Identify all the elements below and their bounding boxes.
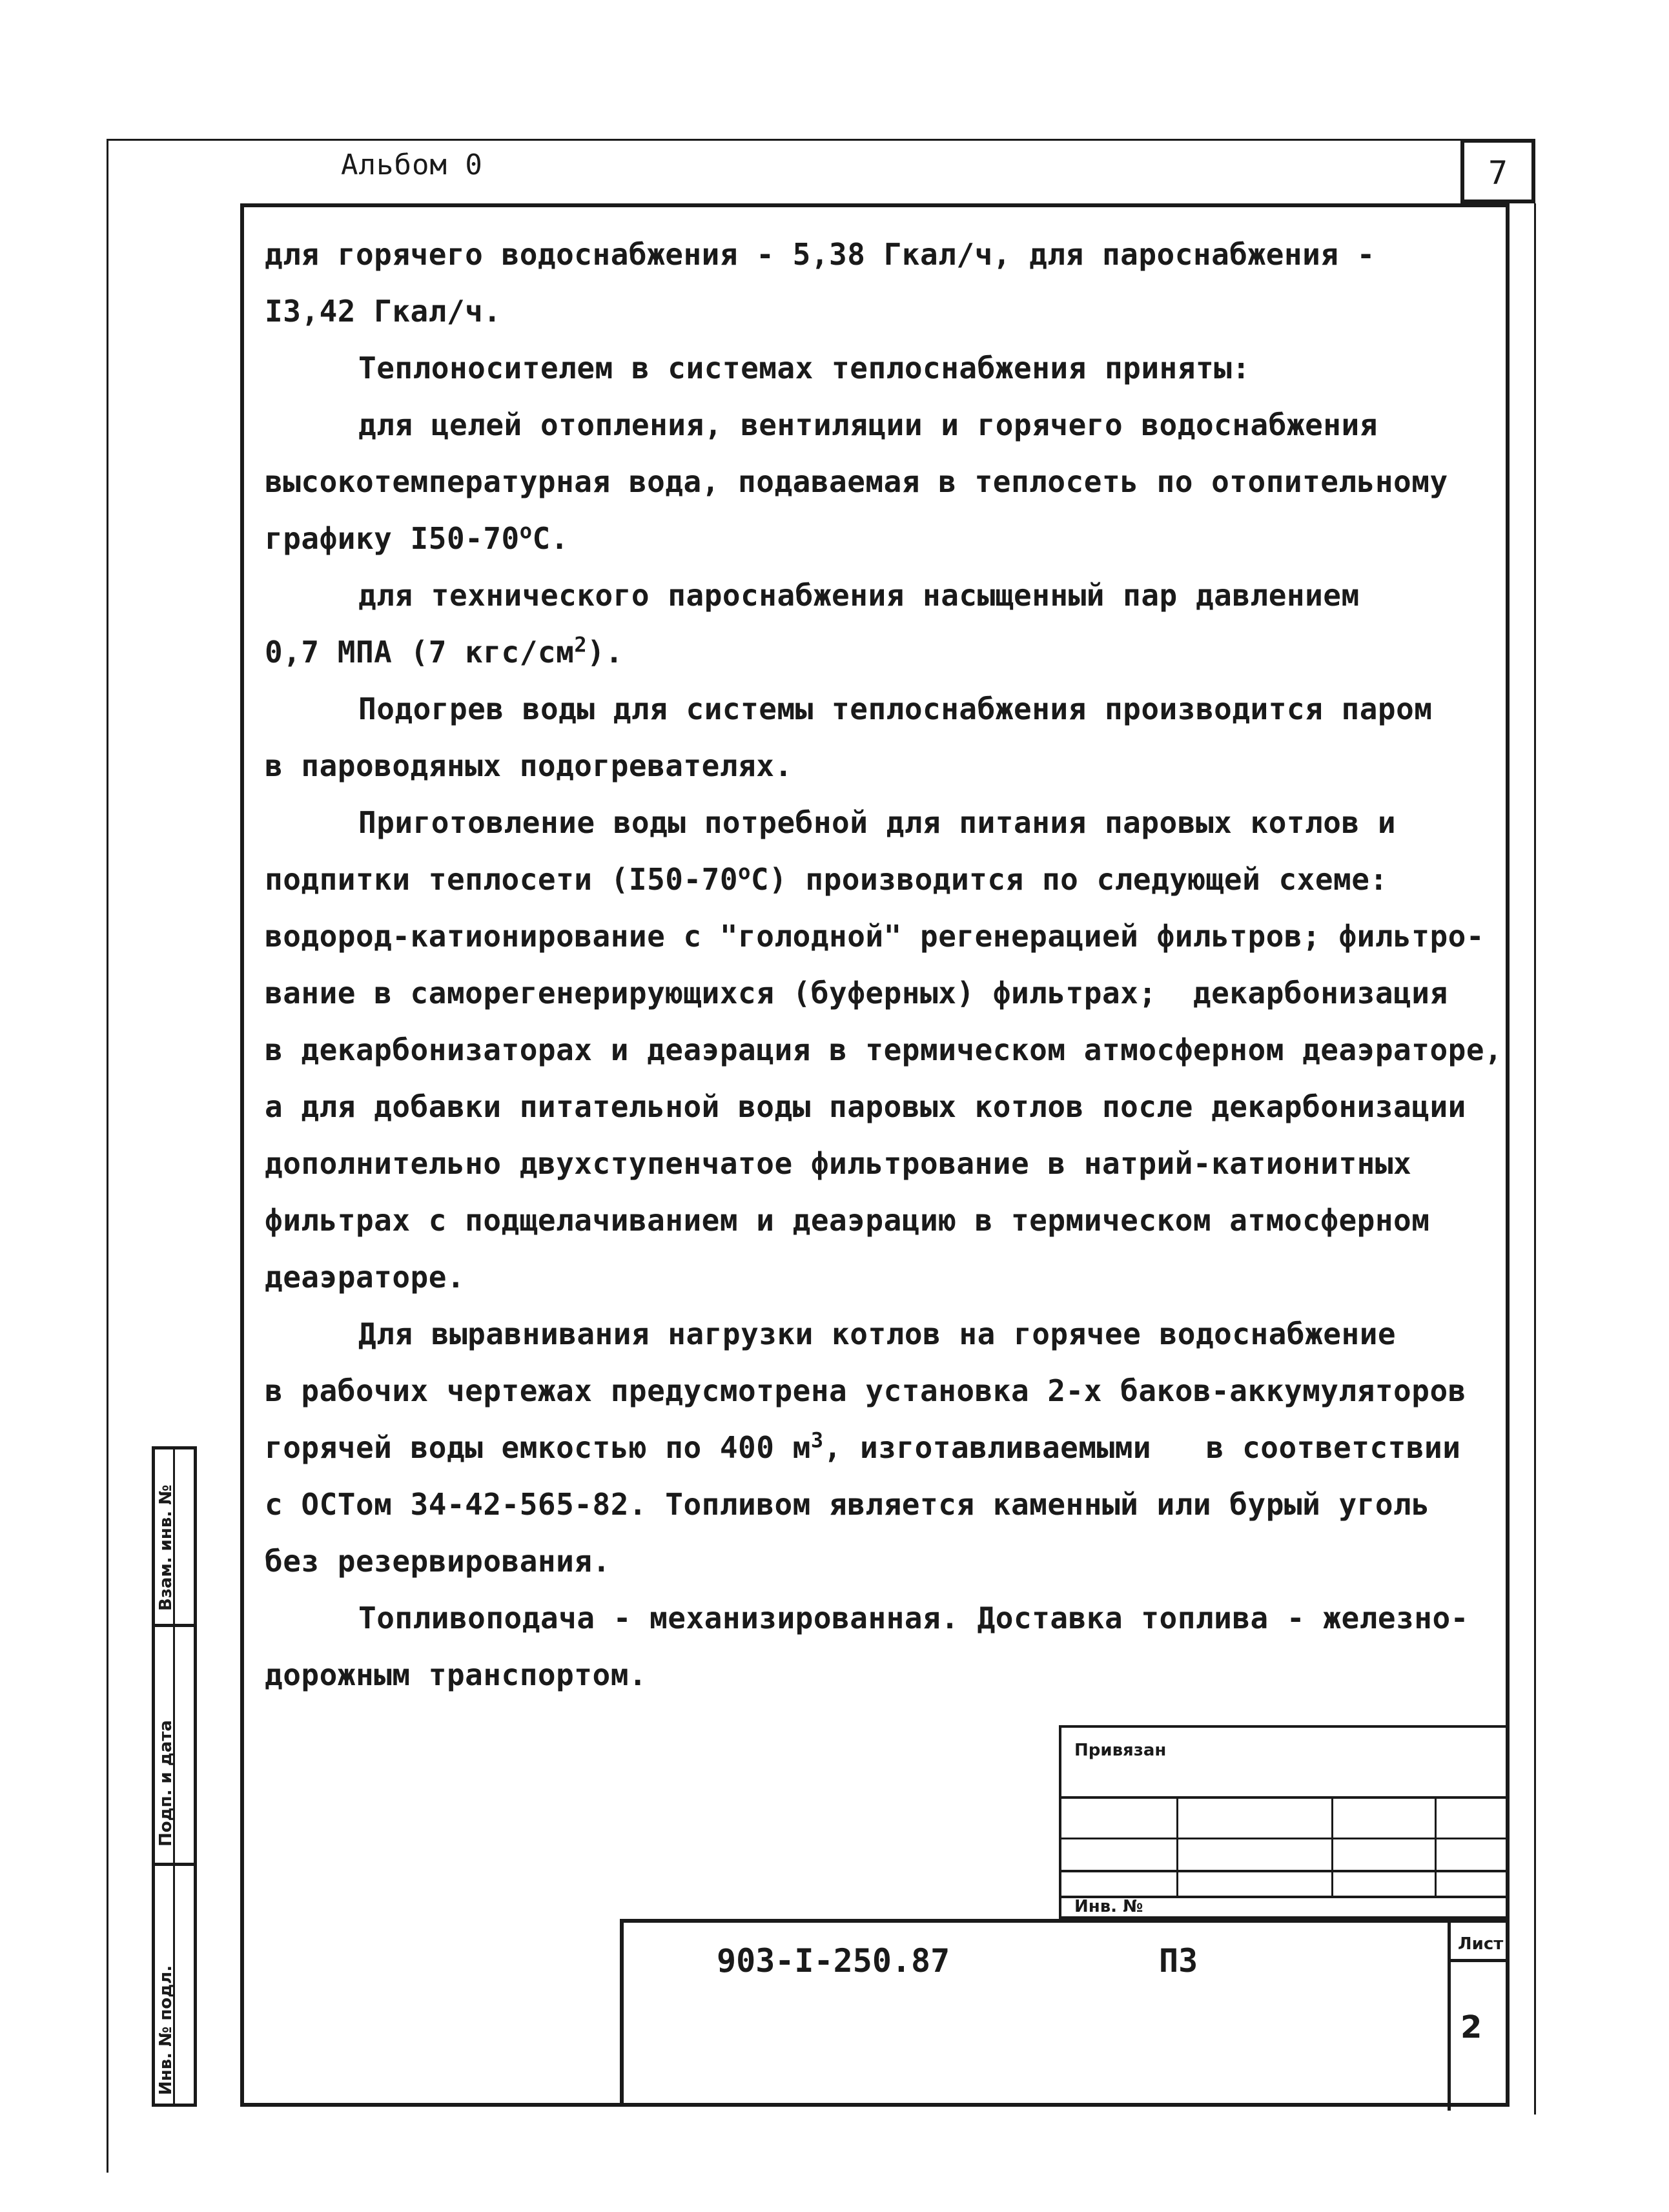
body-line [265,794,1498,851]
body-line [265,851,1498,908]
body-line [265,340,1498,396]
inv-no-label: Инв. № [1074,1897,1143,1916]
body-line-text: графику I50-70 [265,521,520,556]
body-line-tail: , изготавливаемыми в соответствии [823,1430,1461,1465]
superscript: о [519,518,533,544]
body-line [265,1192,1498,1249]
body-line [265,737,1498,794]
body-line [265,1078,1498,1135]
body-line [265,1646,1498,1703]
body-line [265,1021,1503,1078]
body-line-text: вание в саморегенерирующихся (буферных) фильтрах; декарбонизация [265,976,1448,1010]
stamp-col-line [1435,1796,1437,1896]
right-edge-line [1534,203,1536,2115]
body-line [265,283,1498,340]
privyazan-label: Привязан [1074,1741,1167,1760]
body-line-text: Приготовление воды потребной для питания паровых котлов и [358,805,1397,840]
body-line [265,453,1498,510]
body-line [265,226,1498,283]
page-number: 7 [1488,154,1508,192]
body-line-tail: ). [587,635,624,670]
body-line-text: Для выравнивания нагрузки котлов на горячее водоснабжение [358,1316,1397,1351]
page-number-box [1460,139,1535,203]
body-text [265,226,1503,1703]
sheet-number: 2 [1460,2009,1482,2045]
body-line-text: а для добавки питательной воды паровых котлов после декарбонизации [265,1089,1466,1124]
stamp-row-line [1061,1870,1510,1872]
body-line-tail: С. [532,521,569,556]
body-line-text: Теплоносителем в системах теплоснабжения приняты: [358,351,1251,385]
stamp-row-line [1061,1838,1510,1839]
document-code: 903-I-250.87 [717,1942,950,1980]
vzam-inv-label: Взам. инв. № [156,1484,176,1611]
body-line [265,681,1498,737]
body-line-text: водород-катионирование с "голодной" регенерацией фильтров; фильтро- [265,919,1485,954]
body-line-text: без резервирования. [265,1544,611,1579]
top-border-line [107,139,1462,141]
sheet-cell-divider [1448,1923,1451,2111]
body-line-text: 0,7 МПА (7 кгс/см [265,635,575,670]
body-line-text: для целей отопления, вентиляции и горячего водоснабжения [358,407,1378,442]
left-binding-line [107,139,108,2173]
body-line-text: деаэраторе. [265,1260,466,1295]
body-line [265,396,1498,453]
body-line [265,1362,1498,1419]
sheet-cell-divider [1448,1959,1510,1962]
podp-data-label: Подп. и дата [156,1720,176,1847]
body-line-text: высокотемпературная вода, подаваемая в теплосеть по отопительному [265,464,1448,499]
body-line [265,624,1498,681]
body-line [265,908,1498,965]
side-stamp-strip [152,1446,197,2107]
album-title: Альбом 0 [341,148,483,181]
body-line [265,1135,1498,1192]
body-line-text: в рабочих чертежах предусмотрена установка 2-х баков-аккумуляторов [265,1373,1466,1408]
superscript: о [738,859,751,885]
body-line-text: фильтрах с подщелачиванием и деаэрацию в термическом атмосферном [265,1203,1430,1238]
body-line-text: Подогрев воды для системы теплоснабжения производится паром [358,691,1433,726]
body-line-text: в пароводяных подогревателях. [265,748,793,783]
body-line-text: в декарбонизаторах и деаэрация в термическом атмосферном деаэраторе, [265,1032,1503,1067]
body-line [265,1306,1498,1362]
body-line [265,1249,1498,1306]
sheet-label: Лист [1458,1934,1504,1954]
inv-podl-label: Инв. № подл. [156,1965,176,2095]
body-line-text: Топливоподача - механизированная. Доставка топлива - железно- [358,1601,1469,1635]
body-line-text: дорожным транспортом. [265,1657,648,1692]
privyazan-table [1059,1725,1510,1919]
superscript: 3 [810,1428,824,1453]
body-line-text: с ОСТом 34-42-565-82. Топливом является каменный или бурый уголь [265,1487,1430,1522]
body-line [265,567,1498,624]
body-line-text: для горячего водоснабжения - 5,38 Гкал/ч, для пароснабжения - [265,237,1375,272]
body-line-text: подпитки теплосети (I50-70 [265,862,739,897]
stamp-row-line [1061,1796,1510,1799]
body-line [265,1476,1498,1533]
body-line-text: для технического пароснабжения насыщенный пар давлением [358,578,1360,613]
body-line [265,1533,1498,1590]
body-line-tail: С) производится по следующей схеме: [750,862,1388,897]
body-line-text: I3,42 Гкал/ч. [265,294,502,329]
body-line-text: дополнительно двухступенчатое фильтрование в натрий-катионитных [265,1146,1412,1181]
body-line-text: горячей воды емкостью по 400 м [265,1430,811,1465]
body-line [265,510,1498,567]
document-type: ПЗ [1159,1942,1198,1980]
stamp-col-line [1176,1796,1178,1896]
superscript: 2 [574,632,588,657]
body-line [265,1419,1498,1476]
stamp-col-line [1331,1796,1333,1896]
body-line [265,965,1498,1021]
body-line [265,1590,1498,1646]
